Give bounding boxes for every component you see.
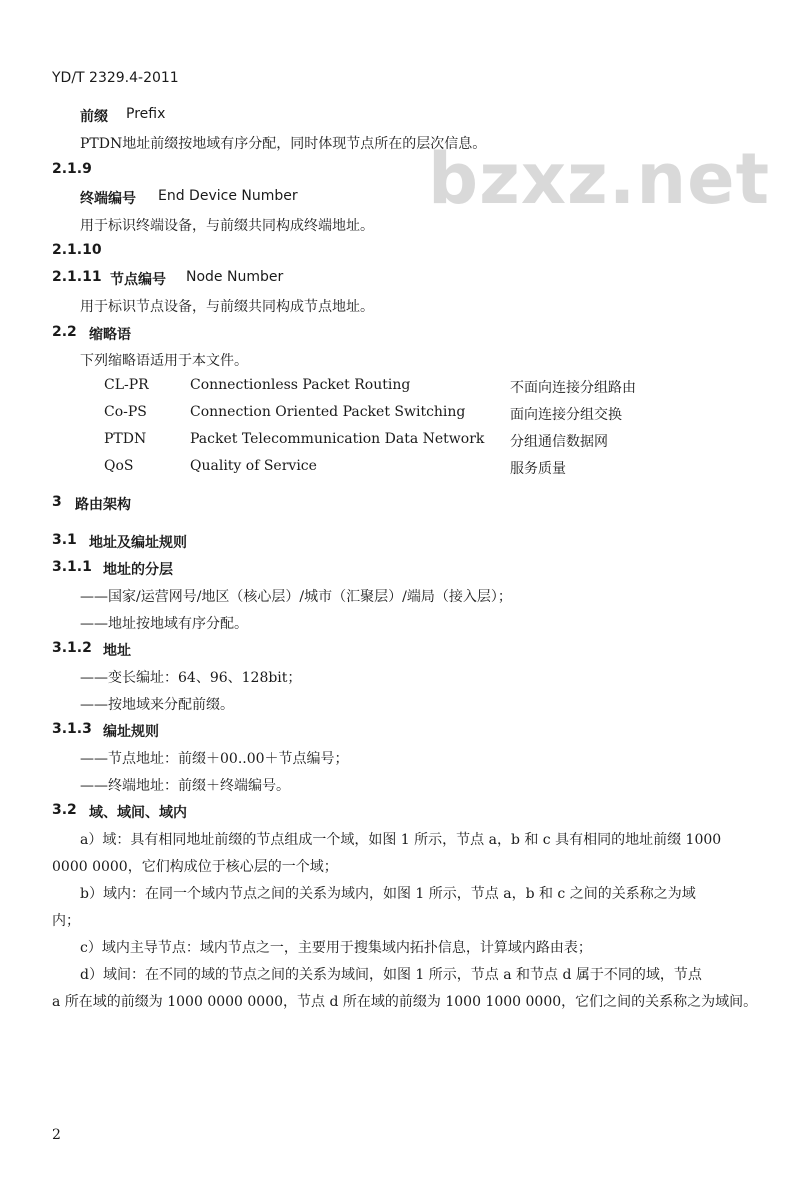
clause-2-1-9-number: 2.1.9 (52, 161, 92, 177)
page-number: 2 (52, 1127, 61, 1143)
abbr-chinese: 服务质量 (510, 461, 566, 477)
term-prefix-cn: 前缀 (80, 109, 108, 125)
abbr-english: Connection Oriented Packet Switching (190, 404, 466, 420)
abbr-code: QoS (104, 458, 134, 474)
term-node-number-cn: 节点编号 (110, 272, 166, 288)
abbr-chinese: 面向连接分组交换 (510, 407, 622, 423)
term-end-device-number-cn: 终端编号 (80, 191, 136, 207)
abbr-english: Quality of Service (190, 458, 317, 474)
paragraph-d-line2: a 所在域的前缀为 1000 0000 0000，节点 d 所在域的前缀为 1000 1000 0000，它们之间的关系称之为域间。 (52, 994, 758, 1010)
clause-3-2-title: 域、域间、域内 (89, 805, 187, 821)
abbr-english: Connectionless Packet Routing (190, 377, 411, 393)
clause-2-2-title: 缩略语 (89, 327, 131, 343)
list-item: ——按地域来分配前缀。 (80, 697, 234, 713)
paragraph-a-line2: 0000 0000，它们构成位于核心层的一个域； (52, 859, 338, 875)
document-code: YD/T 2329.4-2011 (52, 70, 179, 86)
paragraph-b-line2: 内； (52, 913, 80, 929)
abbr-chinese: 不面向连接分组路由 (510, 380, 636, 396)
list-item: ——终端地址：前缀＋终端编号。 (80, 778, 290, 794)
clause-3-number: 3 (52, 494, 62, 510)
paragraph-a-line1: a）域：具有相同地址前缀的节点组成一个域，如图 1 所示，节点 a，b 和 c 具有相同的地址前缀 1000 (80, 832, 722, 848)
clause-3-1-number: 3.1 (52, 532, 77, 548)
clause-3-1-3-number: 3.1.3 (52, 721, 92, 737)
paragraph-d-line1: d）域间：在不同的域的节点之间的关系为域间，如图 1 所示，节点 a 和节点 d 属于不同的域，节点 (80, 967, 702, 983)
paragraph-b-line1: b）域内：在同一个域内节点之间的关系为域内，如图 1 所示，节点 a，b 和 c 之间的关系称之为域 (80, 886, 696, 902)
list-item: ——变长编址：64、96、128bit； (80, 670, 302, 686)
term-node-number-en: Node Number (186, 269, 284, 285)
abbreviations-intro: 下列缩略语适用于本文件。 (80, 353, 248, 369)
watermark: bzxz.net (428, 138, 771, 220)
clause-3-1-2-title: 地址 (103, 643, 131, 659)
abbr-code: CL-PR (104, 377, 149, 393)
clause-2-1-11-number: 2.1.11 (52, 269, 102, 285)
abbr-code: PTDN (104, 431, 147, 447)
term-prefix-en: Prefix (126, 106, 166, 122)
term-node-number-definition: 用于标识节点设备，与前缀共同构成节点地址。 (80, 299, 374, 315)
term-prefix-definition: PTDN地址前缀按地域有序分配，同时体现节点所在的层次信息。 (80, 136, 487, 152)
clause-3-2-number: 3.2 (52, 802, 77, 818)
paragraph-c-line1: c）域内主导节点：域内节点之一，主要用于搜集域内拓扑信息，计算域内路由表； (80, 940, 592, 956)
list-item: ——节点地址：前缀＋00..00＋节点编号； (80, 751, 349, 767)
clause-3-title: 路由架构 (75, 497, 131, 513)
clause-2-2-number: 2.2 (52, 324, 77, 340)
clause-3-1-1-number: 3.1.1 (52, 559, 92, 575)
clause-3-1-2-number: 3.1.2 (52, 640, 92, 656)
clause-3-1-1-title: 地址的分层 (103, 562, 173, 578)
list-item: ——国家/运营网号/地区（核心层）/城市（汇聚层）/端局（接入层）； (80, 589, 512, 605)
clause-2-1-10-number: 2.1.10 (52, 242, 102, 258)
term-end-device-number-definition: 用于标识终端设备，与前缀共同构成终端地址。 (80, 218, 374, 234)
abbr-chinese: 分组通信数据网 (510, 434, 608, 450)
clause-3-1-title: 地址及编址规则 (89, 535, 187, 551)
abbr-english: Packet Telecommunication Data Network (190, 431, 485, 447)
list-item: ——地址按地域有序分配。 (80, 616, 248, 632)
term-end-device-number-en: End Device Number (158, 188, 298, 204)
clause-3-1-3-title: 编址规则 (103, 724, 159, 740)
abbr-code: Co-PS (104, 404, 147, 420)
